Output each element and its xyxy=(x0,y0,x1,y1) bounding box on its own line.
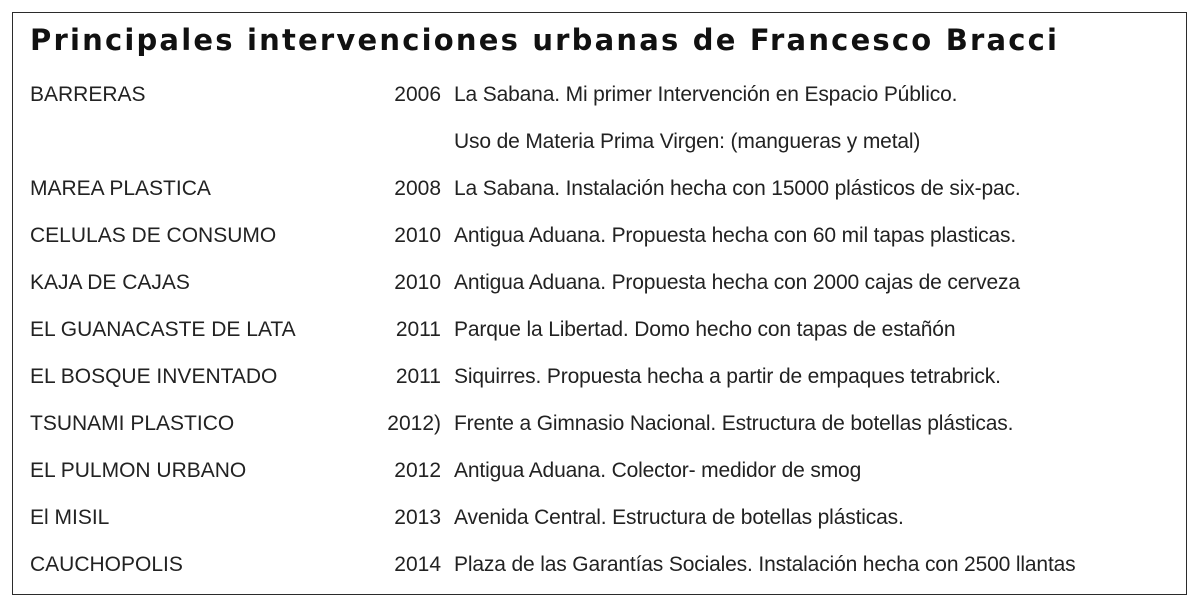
table-row xyxy=(13,496,1186,543)
intervention-description: La Sabana. Instalación hecha con 15000 plásticos de six-pac. xyxy=(454,177,1021,200)
intervention-name: EL BOSQUE INVENTADO xyxy=(30,365,278,388)
table-row xyxy=(13,167,1186,214)
intervention-description: Avenida Central. Estructura de botellas plásticas. xyxy=(454,506,904,529)
intervention-description: La Sabana. Mi primer Intervención en Espacio Público. xyxy=(454,83,958,106)
intervention-description: Antigua Aduana. Propuesta hecha con 2000 cajas de cerveza xyxy=(454,271,1020,294)
intervention-year: 2014 xyxy=(394,553,441,576)
intervention-year: 2012 xyxy=(394,459,441,482)
intervention-name: KAJA DE CAJAS xyxy=(30,271,190,294)
table-row xyxy=(13,261,1186,308)
intervention-year: 2012) xyxy=(387,412,441,435)
intervention-description: Uso de Materia Prima Virgen: (mangueras y metal) xyxy=(454,130,921,153)
table-row xyxy=(13,120,1186,167)
table-row xyxy=(13,543,1186,590)
intervention-name: El MISIL xyxy=(30,506,110,529)
intervention-year: 2008 xyxy=(394,177,441,200)
intervention-name: CELULAS DE CONSUMO xyxy=(30,224,277,247)
intervention-year: 2006 xyxy=(394,83,441,106)
intervention-year: 2010 xyxy=(394,271,441,294)
intervention-name: CAUCHOPOLIS xyxy=(30,553,183,576)
intervention-name: TSUNAMI PLASTICO xyxy=(30,412,235,435)
table-row xyxy=(13,402,1186,449)
intervention-description: Siquirres. Propuesta hecha a partir de empaques tetrabrick. xyxy=(454,365,1001,388)
intervention-description: Parque la Libertad. Domo hecho con tapas de estañón xyxy=(454,318,956,341)
table-title: Principales intervenciones urbanas de Francesco Bracci xyxy=(30,23,1060,57)
table-row xyxy=(13,214,1186,261)
intervention-description: Antigua Aduana. Propuesta hecha con 60 mil tapas plasticas. xyxy=(454,224,1017,247)
table-row xyxy=(13,355,1186,402)
intervention-description: Frente a Gimnasio Nacional. Estructura de botellas plásticas. xyxy=(454,412,1014,435)
interventions-list xyxy=(13,73,1186,590)
intervention-name: BARRERAS xyxy=(30,83,146,106)
intervention-year: 2010 xyxy=(394,224,441,247)
intervention-name: EL GUANACASTE DE LATA xyxy=(30,318,296,341)
intervention-name: EL PULMON URBANO xyxy=(30,459,247,482)
intervention-description: Antigua Aduana. Colector- medidor de smog xyxy=(454,459,862,482)
interventions-table-frame xyxy=(12,12,1187,595)
intervention-year: 2013 xyxy=(394,506,441,529)
intervention-year: 2011 xyxy=(395,365,441,388)
table-row xyxy=(13,308,1186,355)
intervention-name: MAREA PLASTICA xyxy=(30,177,211,200)
intervention-description: Plaza de las Garantías Sociales. Instalación hecha con 2500 llantas xyxy=(454,553,1076,576)
table-row xyxy=(13,449,1186,496)
table-row xyxy=(13,73,1186,120)
intervention-year: 2011 xyxy=(395,318,441,341)
